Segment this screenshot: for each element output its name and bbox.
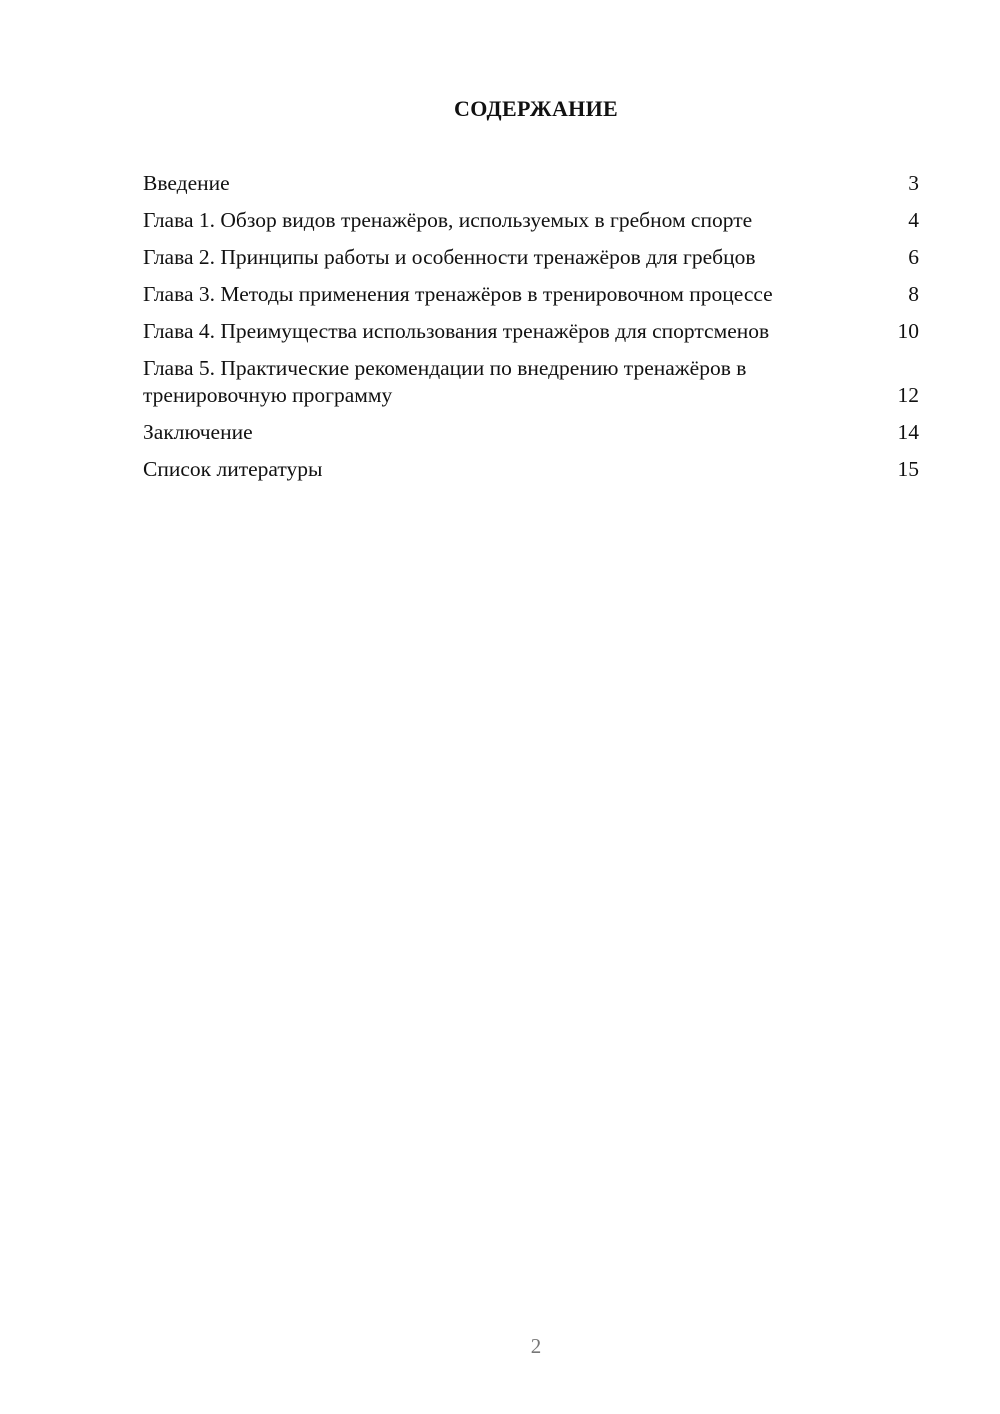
toc-entry-text: Список литературы [143,457,323,481]
toc-entry-text: Глава 4. Преимущества использования тренажёров для спортсменов [143,319,770,343]
toc-entry-page: 10 [897,319,919,343]
toc-title: СОДЕРЖАНИЕ [454,96,618,121]
toc-entry-text: Глава 5. Практические рекомендации по внедрению тренажёров в тренировочную программу [143,356,747,407]
toc-entry-page: 12 [897,383,919,407]
toc-entry-page: 4 [908,208,919,232]
toc-entry-chapter-2 [143,244,919,271]
toc-entry-references [143,456,919,483]
toc-entry-page: 15 [897,457,919,481]
toc-list [143,170,919,493]
toc-entry-page: 14 [897,420,919,444]
toc-entry-text: Заключение [143,420,253,444]
toc-entry-text: Глава 3. Методы применения тренажёров в тренировочном процессе [143,282,773,306]
toc-entry-chapter-4 [143,318,919,345]
toc-entry-chapter-3 [143,281,919,308]
toc-entry-conclusion [143,419,919,446]
toc-entry-chapter-1 [143,207,919,234]
toc-entry-text: Глава 1. Обзор видов тренажёров, используемых в гребном спорте [143,208,753,232]
toc-entry-text: Введение [143,171,230,195]
toc-entry-page: 3 [908,171,919,195]
toc-entry-page: 8 [908,282,919,306]
toc-entry-introduction [143,170,919,197]
toc-entry-text: Глава 2. Принципы работы и особенности тренажёров для гребцов [143,245,756,269]
toc-entry-chapter-5 [143,355,919,409]
page-number: 2 [530,1334,542,1358]
toc-entry-page: 6 [908,245,919,269]
